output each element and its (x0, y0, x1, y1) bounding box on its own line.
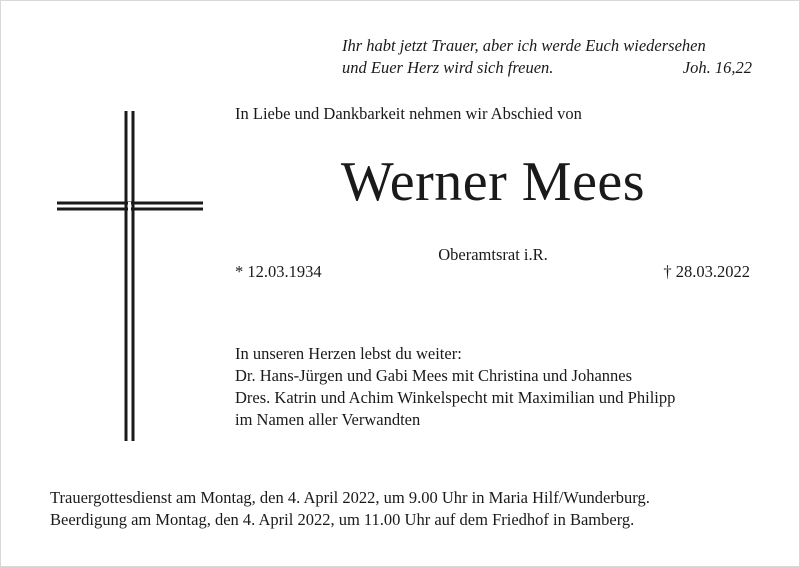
birth-date: * 12.03.1934 (235, 262, 322, 281)
verse-line-1 (342, 35, 752, 57)
burial-line: Beerdigung am Montag, den 4. April 2022, um 11.00 Uhr auf dem Friedhof in Bamberg. (50, 510, 635, 529)
mourner-line: Dr. Hans-Jürgen und Gabi Mees mit Christina und Johannes (235, 366, 633, 385)
death-date: † 28.03.2022 (663, 262, 750, 281)
intro-text: In Liebe und Dankbarkeit nehmen wir Abschied von (235, 104, 582, 123)
mourner-line: Dres. Katrin und Achim Winkelspecht mit Maximilian und Philipp (235, 388, 676, 407)
verse-text-2: und Euer Herz wird sich freuen. (342, 58, 554, 77)
verse-line-2 (342, 57, 752, 79)
mourners-block (235, 343, 675, 431)
mourner-line: im Namen aller Verwandten (235, 410, 421, 429)
service-info (50, 487, 650, 531)
verse-text-1: Ihr habt jetzt Trauer, aber ich werde Euch wiedersehen (342, 36, 706, 55)
cross-icon (57, 111, 207, 441)
bible-verse (342, 35, 752, 79)
deceased-name: Werner Mees (340, 151, 646, 213)
funeral-service-line: Trauergottesdienst am Montag, den 4. April 2022, um 9.00 Uhr in Maria Hilf/Wunderburg. (50, 488, 650, 507)
life-dates (235, 261, 750, 283)
deceased-title: Oberamtsrat i.R. (438, 245, 548, 264)
verse-reference: Joh. 16,22 (682, 58, 752, 77)
mourners-heading: In unseren Herzen lebst du weiter: (235, 344, 462, 363)
